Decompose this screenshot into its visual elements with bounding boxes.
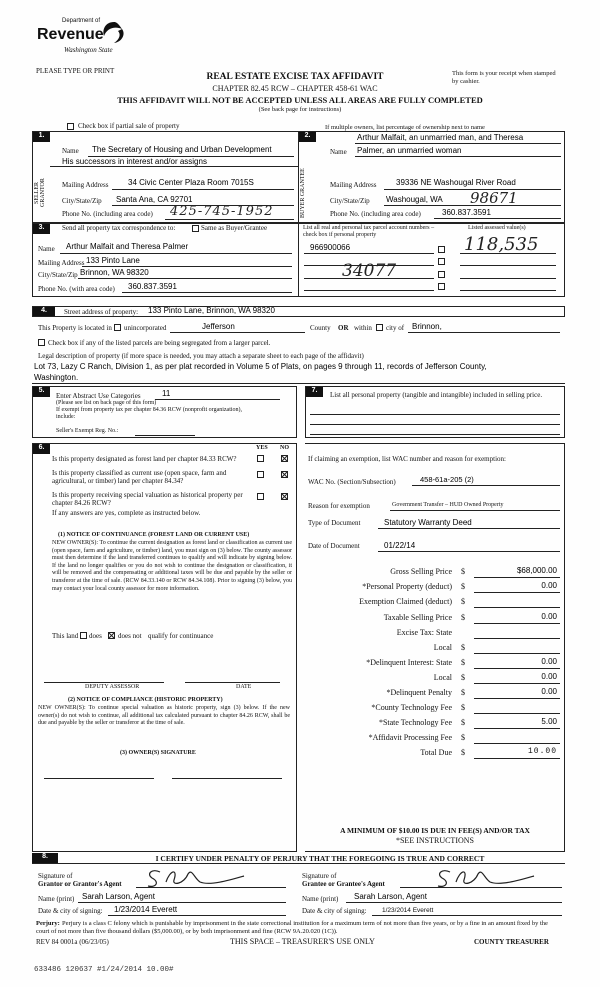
recording-stamp: 633486 120637 #1/24/2014 10.00#: [34, 966, 174, 974]
parcel-1-personal-checkbox[interactable]: [438, 246, 445, 253]
exemption-reason[interactable]: Government Transfer – HUD Owned Property: [392, 502, 504, 508]
assessed-value[interactable]: 118,535: [464, 234, 539, 255]
forest-land-question: Is this property designated as forest land per chapter 84.33 RCW?: [52, 455, 237, 463]
fee-value[interactable]: 0.00: [541, 672, 557, 681]
land-does-not-checkbox[interactable]: [108, 632, 115, 639]
form-title: REAL ESTATE EXCISE TAX AFFIDAVIT: [206, 72, 384, 82]
buyer-name[interactable]: Palmer, an unmarried woman: [357, 146, 462, 155]
partial-sale-checkbox[interactable]: [67, 123, 74, 130]
same-as-buyer-checkbox[interactable]: [192, 225, 199, 232]
seller-mailing[interactable]: 34 Civic Center Plaza Room 7015S: [128, 178, 254, 187]
section-8-number: 8.: [32, 853, 58, 863]
parcel-3-personal-checkbox[interactable]: [438, 271, 445, 278]
see-back: (See back page for instructions): [258, 106, 342, 113]
fee-value[interactable]: 0.00: [541, 687, 557, 696]
fee-label: Gross Selling Price: [390, 567, 452, 576]
form-chapter: CHAPTER 82.45 RCW – CHAPTER 458-61 WAC: [212, 84, 378, 93]
tax-city[interactable]: Brinnon, WA 98320: [80, 268, 149, 277]
grantor-name[interactable]: Sarah Larson, Agent: [82, 892, 155, 901]
fee-label: *County Technology Fee: [371, 703, 452, 712]
current-use-question: Is this property classified as current use (open space, farm and agricultural, or timber) land per chapter 84.34?: [52, 469, 227, 485]
historic-yes-checkbox[interactable]: [257, 493, 264, 500]
fee-value[interactable]: 0.00: [541, 657, 557, 666]
grantee-date-city[interactable]: 1/23/2014 Everett: [382, 907, 434, 914]
historic-no-checkbox[interactable]: [281, 493, 288, 500]
logo-dept: Department of: [62, 18, 101, 24]
perjury-text: Perjury is a class C felony which is punishable by imprisonment in the state correctional institution for a maximum term of not more than five years, or by a fine in an amount fixed by the court of not more than five thousand dollars ($5,000.00), or by both imprisonment and fine (RCW 9A.20.020 (1C)).: [36, 920, 548, 935]
historic-question: Is this property receiving special valuation as historical property per chapter 84.26 RCW?: [52, 491, 243, 507]
document-type[interactable]: Statutory Warranty Deed: [384, 518, 472, 527]
fee-label: Total Due: [420, 748, 452, 757]
buyer-name-line1[interactable]: Arthur Malfait, an unmarried man, and Theresa: [357, 133, 524, 142]
tax-mailing[interactable]: 133 Pinto Lane: [86, 256, 140, 265]
minimum-due: A MINIMUM OF $10.00 IS DUE IN FEE(S) AND/OR TAX: [340, 826, 530, 835]
document-date[interactable]: 01/22/14: [384, 541, 416, 550]
parcel-number-1[interactable]: 966900066: [310, 243, 351, 252]
fee-label: *State Technology Fee: [378, 718, 452, 727]
section-6-number: 6.: [33, 444, 50, 454]
parcel-4-personal-checkbox[interactable]: [438, 283, 445, 290]
fee-label: Local: [433, 643, 452, 652]
legal-description-1[interactable]: Lot 73, Lazy C Ranch, Division 1, as per plat recorded in Volume 5 of Plats, on pages 9 through 11, records of Jefferson County,: [34, 362, 487, 371]
grantee-name[interactable]: Sarah Larson, Agent: [354, 892, 427, 901]
county-treasurer: COUNTY TREASURER: [474, 938, 549, 946]
current-use-no-checkbox[interactable]: [281, 471, 288, 478]
forest-yes-checkbox[interactable]: [257, 455, 264, 462]
section-1-number: 1.: [33, 132, 50, 142]
wac-number[interactable]: 458-61a-205 (2): [420, 475, 474, 484]
buyer-mailing[interactable]: 39336 NE Washougal River Road: [396, 178, 516, 187]
fee-label: Taxable Selling Price: [383, 613, 452, 622]
fee-label: Local: [433, 673, 452, 682]
tax-phone[interactable]: 360.837.3591: [128, 282, 177, 291]
section-7-number: 7.: [306, 387, 323, 397]
street-address[interactable]: 133 Pinto Lane, Brinnon, WA 98320: [148, 306, 275, 315]
section-5-number: 5.: [33, 387, 50, 397]
dor-logo: [34, 16, 134, 68]
multiple-owners-note: If multiple owners, list percentage of ownership next to name: [325, 124, 485, 131]
forest-no-checkbox[interactable]: [281, 455, 288, 462]
logo-revenue: Revenue: [37, 26, 104, 43]
unincorporated-checkbox[interactable]: [114, 324, 121, 331]
seller-city[interactable]: Santa Ana, CA 92701: [116, 195, 193, 204]
seller-phone[interactable]: 425-745-1952: [170, 204, 274, 219]
notice-continuance-text: NEW OWNER(S): To continue the current designation as forest land or classification as current use (open space, farm and agriculture, or timber) land, you must sign on (3) below. The county assessor must then determine if the land transferred continues to qualify and will indicate by signing below. If the land no longer qualifies or you do not wish to continue the designation or classification, it will be removed and the compensating or additional taxes will be due and payable by the seller or transferor at the time of sale. (RCW 84.33.140 or RCW 84.34.108). Prior to signing (3) below, you may contact your local county assessor for more information.: [52, 540, 292, 592]
notice-compliance-text: NEW OWNER(S): To continue special valuation as historic property, sign (3) below. If the new owner(s) do not wish to continue, all additional tax calculated pursuant to chapter 84.26 RCW, shall be due and payable by the seller or transferor at the time of sale.: [38, 705, 290, 727]
legal-description-2[interactable]: Washington.: [34, 373, 79, 382]
dor-swirl-icon: [100, 20, 128, 46]
fee-value[interactable]: 0.00: [541, 612, 557, 621]
fee-label: *Affidavit Processing Fee: [368, 733, 452, 742]
perjury-label: Perjury:: [36, 920, 60, 927]
fee-label: *Delinquent Interest: State: [366, 658, 452, 667]
segregated-checkbox[interactable]: [38, 339, 45, 346]
seller-name[interactable]: The Secretary of Housing and Urban Development: [92, 145, 272, 154]
grantor-date-city[interactable]: 1/23/2014 Everett: [114, 905, 178, 914]
see-instructions: *SEE INSTRUCTIONS: [395, 836, 474, 845]
fee-value[interactable]: 0.00: [541, 581, 557, 590]
fee-label: Exemption Claimed (deduct): [359, 597, 452, 606]
parcel-number-2[interactable]: 34077: [342, 261, 397, 281]
fee-value[interactable]: $68,000.00: [516, 566, 557, 575]
buyer-city[interactable]: Washougal, WA: [386, 195, 443, 204]
treasurer-space: THIS SPACE – TREASURER'S USE ONLY: [230, 937, 375, 946]
within-city-checkbox[interactable]: [376, 324, 383, 331]
logo-state: Washington State: [64, 46, 113, 54]
section-4-number: 4.: [33, 307, 55, 316]
fee-value[interactable]: 5.00: [541, 717, 557, 726]
county-name[interactable]: Jefferson: [202, 322, 235, 331]
parcel-header: List all real and personal tax parcel account numbers – check box if personal property: [303, 225, 435, 238]
seller-name-line2[interactable]: His successors in interest and/or assigns: [62, 157, 207, 166]
fee-label: *Delinquent Penalty: [386, 688, 452, 697]
parcel-2-personal-checkbox[interactable]: [438, 258, 445, 265]
section-3-number: 3.: [33, 224, 50, 234]
section-2-number: 2.: [299, 132, 316, 142]
tax-name[interactable]: Arthur Malfait and Theresa Palmer: [66, 242, 189, 251]
partial-sale-label: Check box if partial sale of property: [78, 122, 180, 130]
form-revision: REV 84 0001a (06/23/05): [36, 938, 109, 946]
land-use-category[interactable]: 11: [162, 389, 171, 398]
current-use-yes-checkbox[interactable]: [257, 471, 264, 478]
fee-label: Excise Tax: State: [396, 628, 452, 637]
city-name[interactable]: Brinnon,: [412, 322, 442, 331]
assessed-header: Listed assessed value(s): [468, 225, 526, 231]
certify-statement: I CERTIFY UNDER PENALTY OF PERJURY THAT THE FOREGOING IS TRUE AND CORRECT: [155, 854, 485, 863]
total-due[interactable]: 10.00: [527, 747, 557, 756]
buyer-zip[interactable]: 98671: [470, 189, 518, 207]
please-type: PLEASE TYPE OR PRINT: [36, 67, 115, 75]
fee-label: *Personal Property (deduct): [362, 582, 452, 591]
form-warning: THIS AFFIDAVIT WILL NOT BE ACCEPTED UNLESS ALL AREAS ARE FULLY COMPLETED: [117, 95, 483, 105]
buyer-phone[interactable]: 360.837.3591: [442, 208, 491, 217]
receipt-note: This form is your receipt when stamped by cashier.: [452, 70, 556, 85]
seller-grantor-label: SELLER GRANTOR: [34, 178, 46, 208]
buyer-grantee-label: BUYER GRANTEE: [300, 168, 306, 218]
land-does-checkbox[interactable]: [80, 632, 87, 639]
